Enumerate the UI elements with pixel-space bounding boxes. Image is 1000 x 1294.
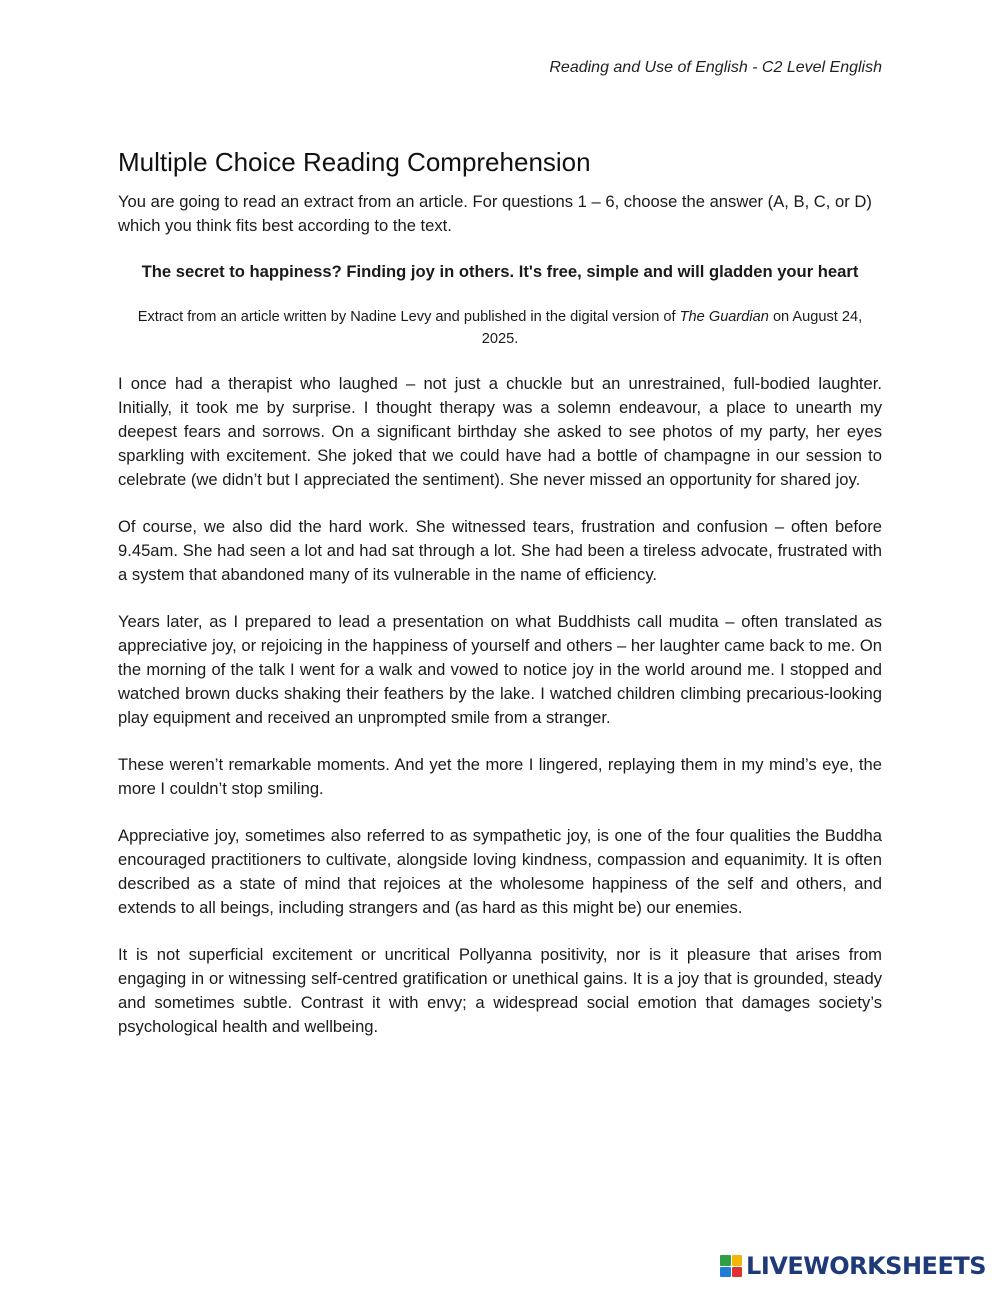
article-paragraph-2: Of course, we also did the hard work. She witnessed tears, frustration and confusion – often before 9.45am. She had seen a lot and had sat through a lot. She had been a tireless advocate, frustrated with a system that abandoned many of its vulnerable in the name of efficiency.	[118, 517, 882, 584]
logo-mark-square-3	[720, 1267, 731, 1278]
logo-mark-square-2	[732, 1255, 743, 1266]
section-title: Multiple Choice Reading Comprehension	[118, 147, 591, 177]
article-paragraph-5: Appreciative joy, sometimes also referred to as sympathetic joy, is one of the four qualities the Buddha encouraged practitioners to cultivate, alongside loving kindness, compassion and equanimity. It is often described as a state of mind that rejoices at the wholesome happiness of the self and others, and extends to all beings, including strangers and (as hard as this might be) our enemies.	[118, 826, 882, 917]
article-paragraph-1: I once had a therapist who laughed – not just a chuckle but an unrestrained, full-bodied laughter. Initially, it took me by surprise. I thought therapy was a solemn endeavour, a place to unearth my deepest fears and sorrows. On a significant birthday she asked to see photos of my party, her eyes sparkling with excitement. She joked that we could have had a bottle of champagne in our session to celebrate (we didn’t but I appreciated the sentiment). She never missed an opportunity for shared joy.	[118, 374, 882, 489]
main-content	[118, 144, 882, 1062]
article-title: The secret to happiness? Finding joy in others. It's free, simple and will gladden your heart	[141, 262, 859, 281]
liveworksheets-logo-icon	[720, 1255, 742, 1277]
article-source	[118, 306, 882, 350]
source-prefix: Extract from an article written by Nadine Levy and published in the digital version of	[137, 309, 680, 325]
liveworksheets-logo	[720, 1252, 986, 1280]
logo-text: LIVEWORKSHEETS	[746, 1252, 986, 1280]
article-paragraph-3: Years later, as I prepared to lead a presentation on what Buddhists call mudita – often translated as appreciative joy, or rejoicing in the happiness of yourself and others – her laughter came back to me. On the morning of the talk I went for a walk and vowed to notice joy in the world around me. I stopped and watched brown ducks shaking their feathers by the lake. I watched children climbing precarious-looking play equipment and received an unprompted smile from a stranger.	[118, 612, 882, 727]
running-header: Reading and Use of English - C2 Level English	[549, 59, 882, 76]
article-paragraph-6: It is not superficial excitement or uncritical Pollyanna positivity, nor is it pleasure that arises from engaging in or witnessing self-centred gratification or unethical gains. It is a joy that is grounded, steady and sometimes subtle. Contrast it with envy; a widespread social emotion that damages society’s psychological health and wellbeing.	[118, 945, 882, 1036]
article-paragraph-4: These weren’t remarkable moments. And yet the more I lingered, replaying them in my mind’s eye, the more I couldn’t stop smiling.	[118, 755, 882, 798]
logo-mark-square-1	[720, 1255, 731, 1266]
source-publication: The Guardian	[679, 309, 769, 325]
logo-mark-square-4	[732, 1267, 743, 1278]
instructions: You are going to read an extract from an article. For questions 1 – 6, choose the answer (A, B, C, or D) which you think fits best according to the text.	[118, 192, 872, 235]
source-suffix: on August 24, 2025.	[481, 309, 863, 347]
